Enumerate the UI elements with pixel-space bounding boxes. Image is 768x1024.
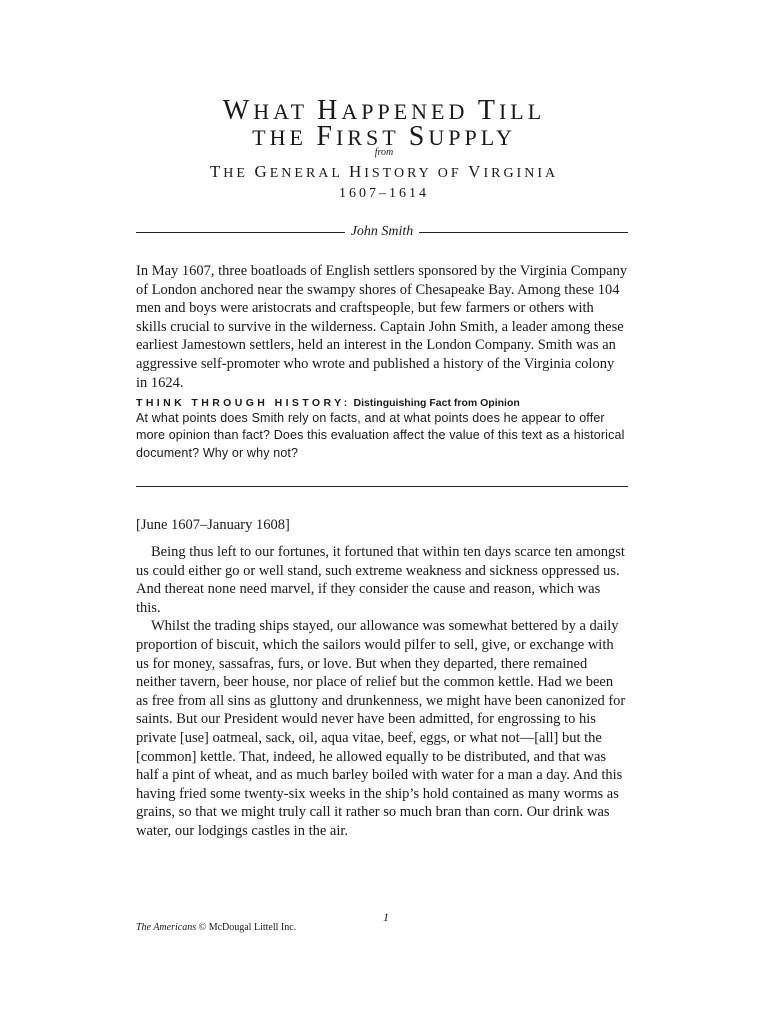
subtitle-irginia: IRGINIA: [483, 166, 559, 181]
author-rule-right: [419, 232, 628, 233]
intro-paragraph: In May 1607, three boatloads of English settlers sponsored by the Virginia Company of London anchored near the swampy shores of Chesapeake Bay. Among these 104 men and boys were aristocrats and craftspeople, but few farmers or others with skills crucial to survive in the wilderness. Captain John Smith, a leader among these earliest Jamestown settlers, held an interest in the London Company. Smith was an aggressive self-promoter who wrote and published a history of the Virginia colony in 1624.: [136, 263, 628, 391]
author-line: [136, 224, 628, 240]
excerpt-paragraph: Whilst the trading ships stayed, our allowance was somewhat bettered by a daily proportion of biscuit, which the sailors would pilfer to sell, give, or exchange with us for money, sassafras, furs, or love. But when they departed, there remained neither tavern, beer house, nor place of relief but the common kettle. Had we been as free from all sins as gluttony and drunkenness, we might have been canonized for saints. But our President would never have been admitted, for engrossing to his private [use] oatmeal, sack, oil, aqua vitae, beef, eggs, or what not—[all] but the [common] kettle. That, indeed, he allowed equally to be distributed, and that was half a pint of wheat, and as much barley boiled with water for a man a day. And this having fried some twenty-six weeks in the ship’s hold contained as many worms as grains, so that we might truly call it rather so much bran than corn. Our drink was water, our lodgings castles in the air.: [136, 618, 626, 839]
subtitle-g: G: [254, 162, 270, 181]
excerpt-paragraph: Being thus left to our fortunes, it fortuned that within ten days scarce ten amongst us could either go or well stand, such extreme weakness and sickness oppressed us. And thereat none need marvel, if they consider the cause and reason, which was this.: [136, 544, 625, 616]
think-topic: Distinguishing Fact from Opinion: [353, 397, 520, 409]
copyright-footer: [136, 922, 296, 933]
title-the: THE: [252, 125, 317, 150]
subtitle-line-1: [0, 163, 768, 183]
subtitle-istory: ISTORY OF: [364, 166, 469, 181]
title-h: H: [317, 95, 342, 126]
page-number: 1: [383, 910, 389, 924]
subtitle-t: T: [209, 162, 224, 181]
title-t: T: [477, 95, 499, 126]
section-divider: [136, 486, 628, 487]
title-line-1: [0, 95, 768, 126]
footer-book-title: The Americans: [136, 922, 197, 933]
title-f: F: [316, 121, 336, 152]
subtitle-eneral: ENERAL: [269, 166, 349, 181]
think-through-history-heading: [136, 397, 628, 409]
think-label: THINK THROUGH HISTORY:: [136, 397, 351, 409]
excerpt-body: [136, 543, 628, 841]
title-irst: IRST: [336, 125, 409, 150]
date-range: [June 1607–January 1608]: [136, 517, 290, 533]
title-s: S: [408, 121, 429, 152]
title-hat: HAT: [253, 99, 318, 124]
author-rule-left: [136, 232, 345, 233]
subtitle-v: V: [468, 162, 484, 181]
think-question: At what points does Smith rely on facts, and at what points does he appear to offer more opinion than fact? Does this evaluation affect the value of this text as a historical document? Why or why not?: [136, 411, 625, 460]
title-w: W: [222, 95, 254, 126]
author-name: John Smith: [350, 224, 414, 239]
title-appened: APPENED: [341, 99, 478, 124]
footer-copyright: © McDougal Littell Inc.: [196, 922, 297, 933]
subtitle-years: 1607–1614: [339, 186, 429, 201]
subtitle-he: HE: [223, 166, 255, 181]
subtitle-h: H: [348, 162, 365, 181]
from-label: from: [374, 147, 394, 158]
title-ill: ILL: [498, 99, 546, 124]
title-upply: UPPLY: [428, 125, 516, 150]
